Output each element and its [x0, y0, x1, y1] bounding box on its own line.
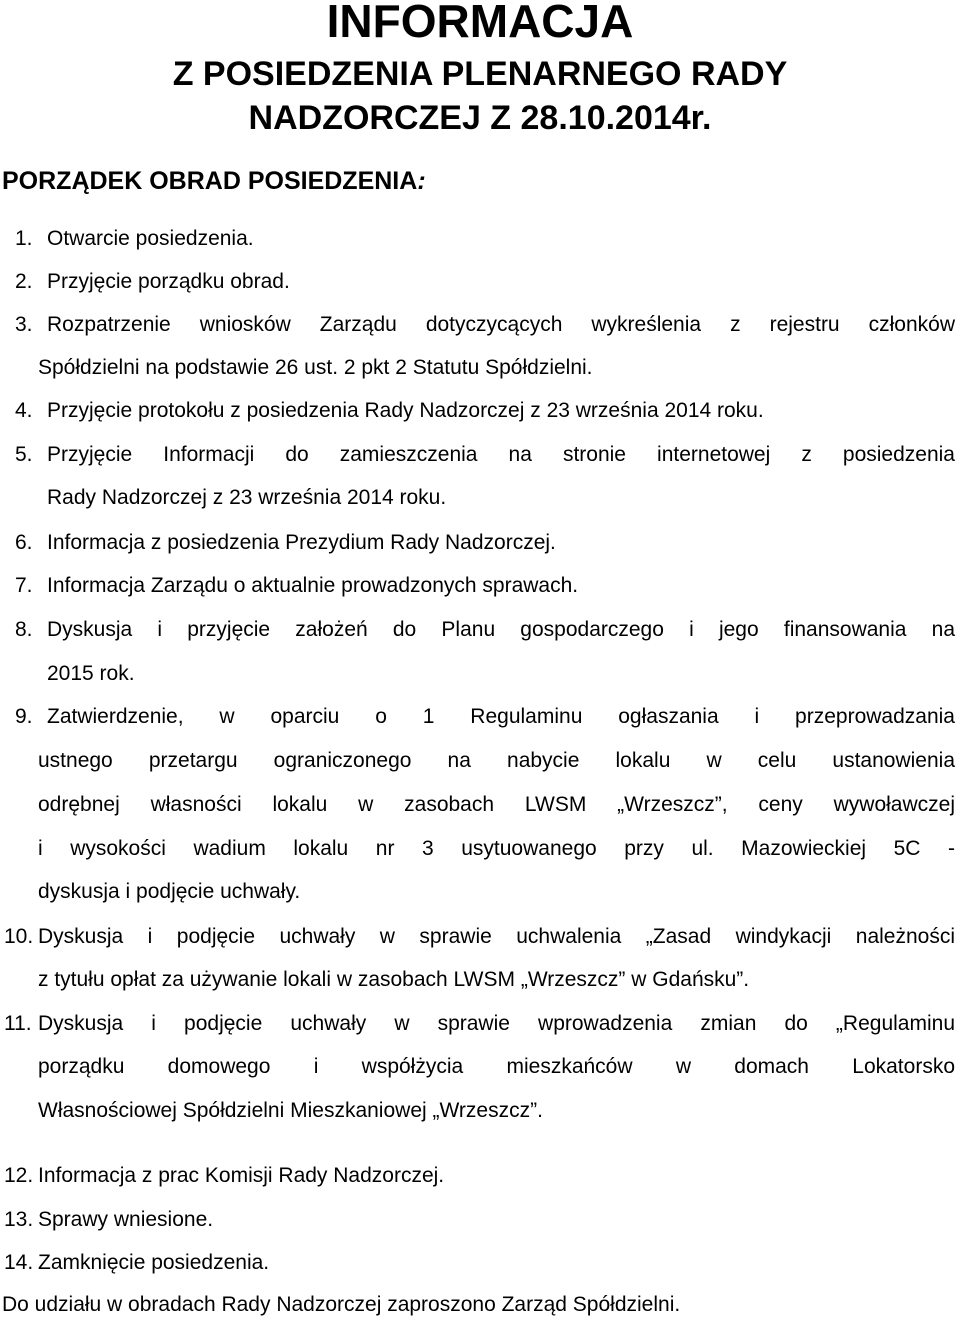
agenda-item-text: Otwarcie posiedzenia.: [47, 227, 254, 250]
agenda-item-number: 14.: [4, 1251, 34, 1274]
agenda-item-text: Przyjęcie Informacji do zamieszczenia na stronie internetowej z posiedzenia: [47, 443, 955, 466]
agenda-item-text-continued: dyskusja i podjęcie uchwały.: [38, 880, 301, 903]
agenda-item-number: 7.: [15, 574, 33, 597]
agenda-item-text: Przyjęcie porządku obrad.: [47, 270, 290, 293]
agenda-item-text: Informacja z posiedzenia Prezydium Rady Nadzorczej.: [47, 531, 556, 554]
agenda-item-text: Informacja z prac Komisji Rady Nadzorczej.: [38, 1164, 445, 1187]
agenda-item-text: Zamknięcie posiedzenia.: [38, 1251, 270, 1274]
agenda-item-text-continued: i wysokości wadium lokalu nr 3 usytuowanego przy ul. Mazowieckiej 5C -: [38, 837, 955, 860]
agenda-heading: [2, 166, 426, 196]
agenda-item-number: 2.: [15, 270, 33, 293]
agenda-item-text-continued: Spółdzielni na podstawie 26 ust. 2 pkt 2 Statutu Spółdzielni.: [38, 356, 593, 379]
agenda-item-number: 4.: [15, 399, 33, 422]
agenda-item-number: 3.: [15, 313, 33, 336]
agenda-item-text-continued: 2015 rok.: [47, 662, 135, 685]
agenda-item-number: 10.: [4, 925, 34, 948]
document-subtitle-line-2: NADZORCZEJ Z 28.10.2014r.: [248, 99, 712, 137]
agenda-item-number: 9.: [15, 705, 33, 728]
agenda-item-text: Sprawy wniesione.: [38, 1208, 214, 1231]
agenda-item-text-continued: z tytułu opłat za używanie lokali w zasobach LWSM „Wrzeszcz” w Gdańsku”.: [38, 968, 750, 991]
agenda-heading-text: PORZĄDEK OBRAD POSIEDZENIA: [2, 167, 418, 195]
agenda-item-text-continued: porządku domowego i współżycia mieszkańców w domach Lokatorsko: [38, 1055, 955, 1078]
agenda-item-number: 13.: [4, 1208, 34, 1231]
agenda-item-number: 5.: [15, 443, 33, 466]
agenda-item-text: Informacja Zarządu o aktualnie prowadzonych sprawach.: [47, 574, 579, 597]
agenda-item-text-continued: Własnościowej Spółdzielni Mieszkaniowej „Wrzeszcz”.: [38, 1099, 543, 1122]
document-subtitle-line-1: Z POSIEDZENIA PLENARNEGO RADY: [172, 55, 788, 93]
agenda-item-text: Rozpatrzenie wniosków Zarządu dotyczycących wykreślenia z rejestru członków: [47, 313, 955, 336]
document-title: INFORMACJA: [326, 0, 634, 47]
agenda-item-text: Dyskusja i podjęcie uchwały w sprawie wprowadzenia zmian do „Regulaminu: [38, 1012, 955, 1035]
agenda-item-number: 6.: [15, 531, 33, 554]
closing-note: Do udziału w obradach Rady Nadzorczej zaproszono Zarząd Spółdzielni.: [2, 1293, 681, 1316]
agenda-item-text: Dyskusja i podjęcie uchwały w sprawie uchwalenia „Zasad windykacji należności: [38, 925, 955, 948]
agenda-item-text-continued: Rady Nadzorczej z 23 września 2014 roku.: [47, 486, 447, 509]
agenda-item-text-continued: odrębnej własności lokalu w zasobach LWSM „Wrzeszcz”, ceny wywoławczej: [38, 793, 955, 816]
agenda-heading-colon: :: [417, 167, 426, 195]
agenda-item-text: Dyskusja i przyjęcie założeń do Planu gospodarczego i jego finansowania na: [47, 618, 955, 641]
agenda-item-number: 11.: [4, 1012, 32, 1035]
agenda-item-number: 12.: [4, 1164, 34, 1187]
agenda-item-text-continued: ustnego przetargu ograniczonego na nabycie lokalu w celu ustanowienia: [38, 749, 955, 772]
agenda-item-number: 1.: [15, 227, 33, 250]
agenda-item-text: Przyjęcie protokołu z posiedzenia Rady Nadzorczej z 23 września 2014 roku.: [47, 399, 764, 422]
agenda-item-text: Zatwierdzenie, w oparciu o 1 Regulaminu ogłaszania i przeprowadzania: [47, 705, 955, 728]
agenda-item-number: 8.: [15, 618, 33, 641]
